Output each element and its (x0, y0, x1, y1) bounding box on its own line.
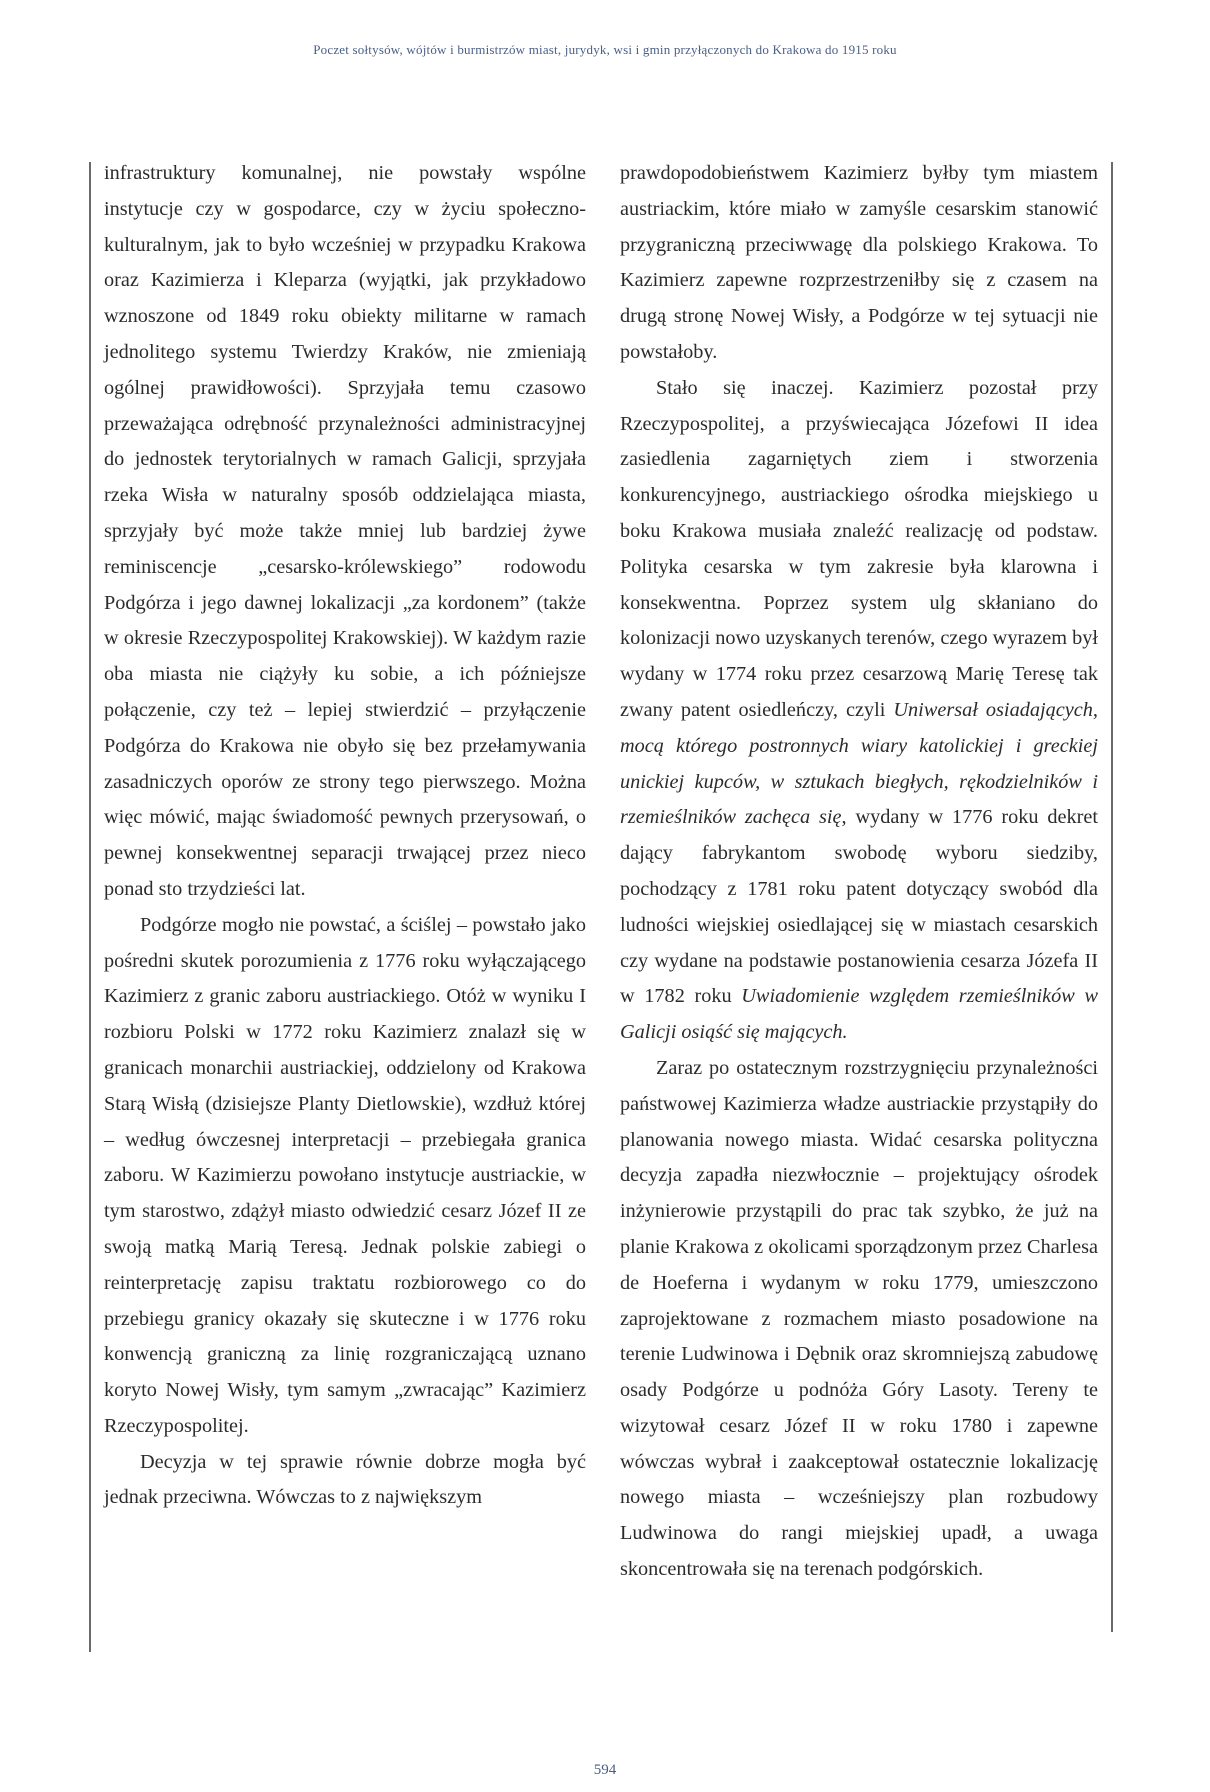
right-paragraph-2 (620, 371, 1098, 1051)
left-paragraph-3: Decyzja w tej sprawie równie dobrze mogła być jednak przeciwna. Wówczas to z największym (104, 1450, 586, 1509)
left-column (104, 156, 586, 1658)
running-header: Poczet sołtysów, wójtów i burmistrzów miast, jurydyk, wsi i gmin przyłączonych do Krakowa do 1915 roku (313, 42, 897, 57)
right-paragraph-2-italic-title-2: Uwiadomienie względem rzemieślników w Galicji osiąść się mających. (620, 985, 1098, 1044)
right-paragraph-2-italic-title-1: Uniwersał osiadających, mocą którego postronnych wiary katolickiej i greckiej unickiej kupców, w sztukach biegłych, rękodzielników i rzemieślników zachęca się (620, 698, 1098, 829)
right-column-rule (1111, 162, 1113, 1632)
right-paragraph-2-text-a: Stało się inaczej. Kazimierz pozostał przy Rzeczypospolitej, a przyświecająca Józefowi II idea zasiedlenia zagarniętych ziem i stworzenia konkurencyjnego, austriackiego ośrodka miejskiego u boku Krakowa musiała znaleźć realizację od podstaw. Polityka cesarska w tym zakresie była klarowna i konsekwentna. Poprzez system ulg skłaniano do kolonizacji nowo uzyskanych terenów, czego wyrazem był wydany w 1774 roku przez cesarzową Marię Teresę tak zwany patent osiedleńczy, czyli (620, 376, 1098, 721)
left-column-rule (89, 162, 91, 1652)
right-column (620, 156, 1098, 1638)
right-paragraph-3: Zaraz po ostatecznym rozstrzygnięciu przynależności państwowej Kazimierza władze austriackie przystąpiły do planowania nowego miasta. Widać cesarska polityczna decyzja zapadła niezwłocznie – projektujący ośrodek inżynierowie przystąpili do prac tak szybko, że już na planie Krakowa z okolicami sporządzonym przez Charlesa de Hoeferna i wydanym w roku 1779, umieszczono zaprojektowane z rozmachem miasto posadowione na terenie Ludwinowa i Dębnik oraz skromniejszą zabudowę osady Podgórze u podnóża Góry Lasoty. Tereny te wizytował cesarz Józef II w roku 1780 i zapewne wówczas wybrał i zaakceptował ostatecznie lokalizację nowego miasta – wcześniejszy plan rozbudowy Ludwinowa do rangi miejskiej upadł, a uwaga skoncentrowała się na terenach podgórskich. (620, 1056, 1098, 1581)
left-paragraph-1: infrastruktury komunalnej, nie powstały wspólne instytucje czy w gospodarce, czy w życiu społeczno-kulturalnym, jak to było wcześniej w przypadku Krakowa oraz Kazimierza i Kleparza (wyjątki, jak przykładowo wznoszone od 1849 roku obiekty militarne w ramach jednolitego systemu Twierdzy Kraków, nie zmieniają ogólnej prawidłowości). Sprzyjała temu czasowo przeważająca odrębność przynależności administracyjnej do jednostek terytorialnych w ramach Galicji, sprzyjała rzeka Wisła w naturalny sposób oddzielająca miasta, sprzyjały być może także mniej lub bardziej żywe reminiscencje „cesarsko-królewskiego” rodowodu Podgórza i jego dawnej lokalizacji „za kordonem” (także w okresie Rzeczypospolitej Krakowskiej). W każdym razie oba miasta nie ciążyły ku sobie, a ich późniejsze połączenie, czy też – lepiej stwierdzić – przyłączenie Podgórza do Krakowa nie obyło się bez przełamywania zasadniczych oporów ze strony tego pierwszego. Można więc mówić, mając świadomość pewnych przerysowań, o pewnej konsekwentnej separacji trwającej przez nieco ponad sto trzydzieści lat. (104, 162, 586, 900)
right-paragraph-1: prawdopodobieństwem Kazimierz byłby tym miastem austriackim, które miało w zamyśle cesarskim stanowić przygraniczną przeciwwagę dla polskiego Krakowa. To Kazimierz zapewne rozprzestrzeniłby się z czasem na drugą stronę Nowej Wisły, a Podgórze w tej sytuacji nie powstałoby. (620, 162, 1098, 363)
left-paragraph-2: Podgórze mogło nie powstać, a ściślej – powstało jako pośredni skutek porozumienia z 1776 roku wyłączającego Kazimierz z granic zaboru austriackiego. Otóż w wyniku I rozbioru Polski w 1772 roku Kazimierz znalazł się w granicach monarchii austriackiej, oddzielony od Krakowa Starą Wisłą (dzisiejsze Planty Dietlowskie), wzdłuż której – według ówczesnej interpretacji – przebiegała granica zaboru. W Kazimierzu powołano instytucje austriackie, w tym starostwo, zdążył miasto odwiedzić cesarz Józef II ze swoją matką Marią Teresą. Jednak polskie zabiegi o reinterpretację zapisu traktatu rozbiorowego co do przebiegu granicy okazały się skuteczne i w 1776 roku konwencją graniczną za linię rozgraniczającą uznano koryto Nowej Wisły, tym samym „zwracając” Kazimierz Rzeczypospolitej. (104, 913, 586, 1437)
right-paragraph-2-text-b: , wydany w 1776 roku dekret dający fabrykantom swobodę wyboru siedziby, pochodzący z 1781 roku patent dotyczący swobód dla ludności wiejskiej osiedlającej się w miastach cesarskich czy wydane na podstawie postanowienia cesarza Józefa II w 1782 roku (620, 806, 1098, 1008)
page-number: 594 (593, 1762, 617, 1778)
